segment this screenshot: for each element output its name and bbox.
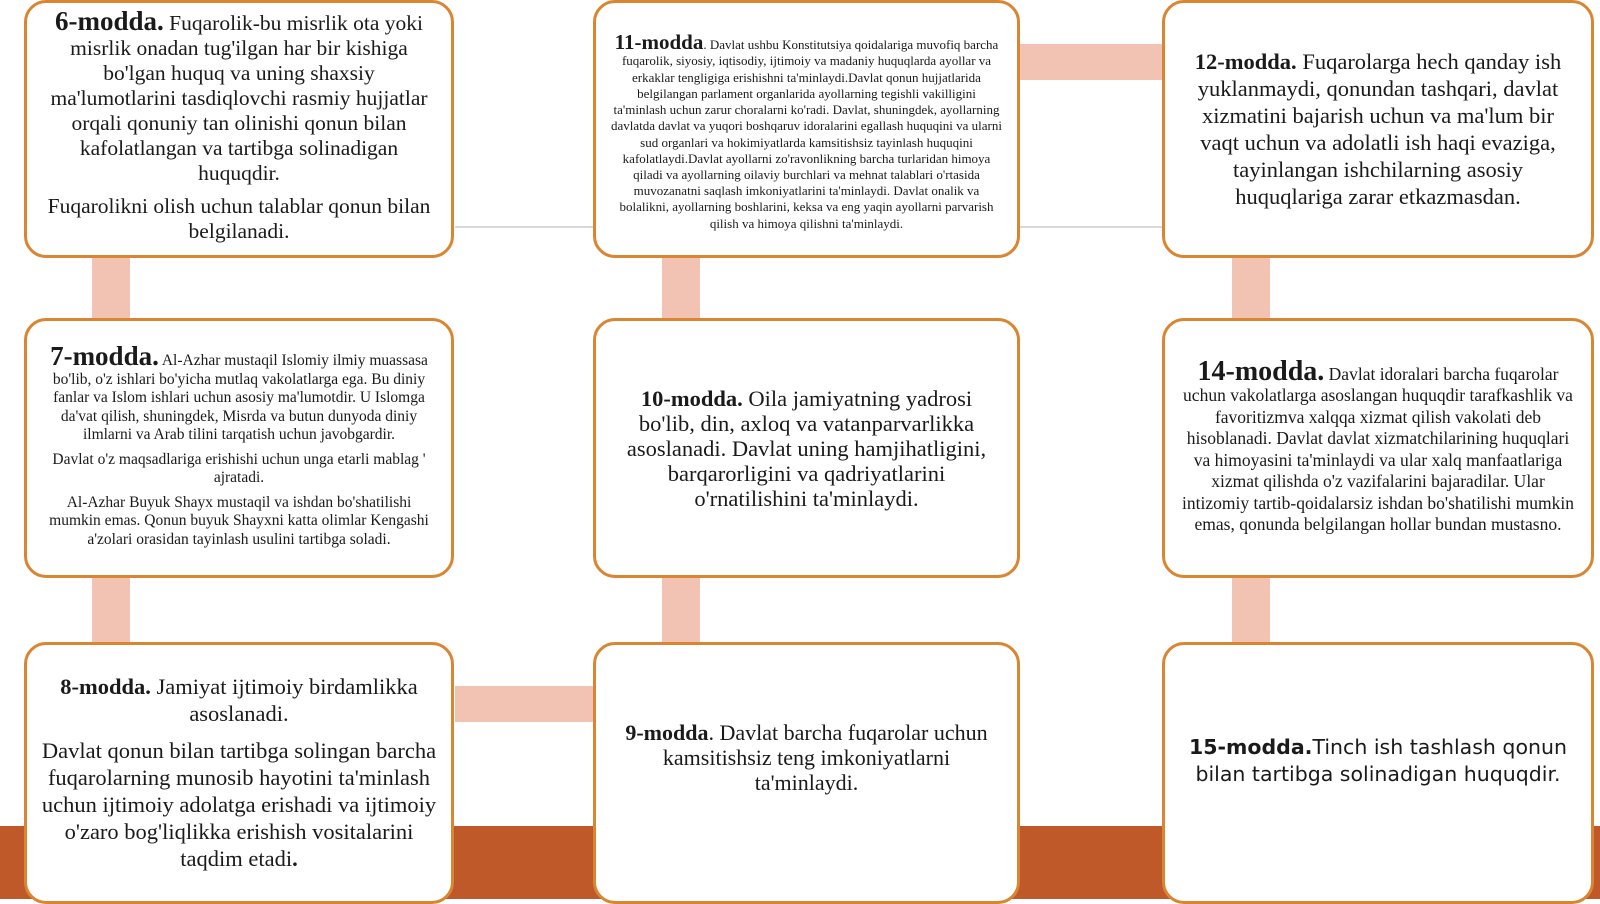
article-15-text: Tinch ish tashlash qonun bilan tartibga solinadigan huquqdir.: [1195, 735, 1567, 786]
connector-10-11: [662, 258, 700, 318]
connector-7-8: [92, 578, 130, 642]
article-8-text-2: Davlat qonun bilan tartibga solingan barcha fuqarolarning munosib hayotini ta'minlash uchun ijtimoiy adolatga erishadi va ijtimoiy o'zaro bog'liqlikka erishish vositalarini taqdim etadi: [41, 738, 437, 871]
article-8-paragraph-2: [41, 737, 437, 872]
article-10-title: 10-modda.: [640, 385, 743, 411]
article-12-card: [1162, 0, 1594, 258]
article-15-card: [1162, 642, 1594, 904]
article-8-text-2-end: .: [292, 846, 298, 871]
article-12-paragraph: [1181, 48, 1575, 210]
article-7-card: [24, 318, 454, 578]
article-8-title: 8-modda.: [60, 674, 151, 699]
connector-6-7: [92, 258, 130, 318]
article-6-title: 6-modda.: [55, 5, 164, 36]
thin-line-6-11: [455, 226, 595, 228]
article-9-paragraph: [618, 720, 995, 795]
article-9-text: . Davlat barcha fuqarolar uchun kamsitishsiz teng imkoniyatlarni ta'minlaydi.: [662, 719, 988, 795]
article-15-title: 15-modda.: [1189, 735, 1313, 759]
article-11-title: 11-modda: [614, 30, 704, 55]
article-6-paragraph: [41, 5, 437, 186]
article-11-text: . Davlat ushbu Konstitutsiya qoidalariga muvofiq barcha fuqarolik, siyosiy, iqtisodiy, ijtimoiy va madaniy huquqlarda ayollar va erkaklar tengligiga erishishni ta'minlaydi.Davlat qonun hujjatlarida belgilangan parlament organlarida ayollarning tegishli vakilligini ta'minlash uchun zarur choralarni ko'radi. Davlat, shuningdek, ayollarning davlatda davlat va yuqori boshqaruv idoralarini egallash huquqini va ularni sud organlari va hokimiyatlarda kamsitishsiz tayinlash huquqini kafolatlaydi.Davlat ayollarni zo'ravonlikning barcha turlaridan himoya qiladi va ayollarning oilaviy burchlari va mehnat talablari o'rtasida muvozanatni saqlash imkoniyatlarini ta'minlaydi. Davlat onalik va bolalikni, ayollarning boshlarini, keksa va eng yaqin ayollarni parvarish qilish va himoya qilishni ta'minlaydi.: [611, 37, 1002, 231]
article-10-card: [593, 318, 1020, 578]
article-11-paragraph: [610, 30, 1003, 231]
article-6-text: Fuqarolik-bu misrlik ota yoki misrlik onadan tug'ilgan har bir kishiga bo'lgan huquq va uning shaxsiy ma'lumotlarini tasdiqlovchi rasmiy hujjatlar orqali qonuniy tan olinishi qonun bilan kafolatlangan va tartibga solinadigan huquqdir.: [50, 10, 428, 185]
article-14-text: Davlat idoralari barcha fuqarolar uchun vakolatlarga asoslangan huquqdir tarafkashlik va favoritizmva xalqqa xizmat qilish vakolati deb hisoblanadi. Davlat davlat xizmatchilarining huquqlari va himoyasini ta'minlaydi va ular xalq manfaatlariga xizmat qilishda o'z vazifalarini bajaradilar. Ular intizomiy tartib-qoidalarsiz ishdan bo'shatilishi mumkin emas, qonunda belgilangan hollar bundan mustasno.: [1182, 363, 1574, 534]
article-7-text: Al-Azhar mustaqil Islomiy ilmiy muassasa bo'lib, o'z ishlari bo'yicha mutlaq vakolatlarga ega. Bu diniy fanlar va Islom ishlari uchun asosiy ma'lumotdir. U Islomga da'vat qilish, shuningdek, Misrda va butun dunyoda diniy ilmlarni va Arab tilini tarqatish uchun javobgardir.: [52, 352, 428, 443]
article-12-title: 12-modda.: [1194, 49, 1297, 74]
article-7-text-3: Al-Azhar Buyuk Shayx mustaqil va ishdan bo'shatilishi mumkin emas. Qonun buyuk Shayxni katta olimlar Kengashi a'zolari orasidan tayinlash usulini tartibga soladi.: [49, 493, 429, 548]
article-14-paragraph: [1181, 355, 1575, 536]
article-7-paragraph: [43, 341, 435, 445]
article-14-card: [1162, 318, 1594, 578]
article-9-title: 9-modda: [625, 719, 709, 745]
article-7-title: 7-modda.: [50, 341, 159, 371]
article-8-text: Jamiyat ijtimoiy birdamlikka asoslanadi.: [150, 674, 418, 726]
thin-line-11-12: [1020, 226, 1162, 228]
article-12-text: Fuqarolarga hech qanday ish yuklanmaydi, qonundan tashqari, davlat xizmatini bajarish uchun va ma'lum bir vaqt uchun va adolatli ish haqi evaziga, tayinlangan ishchilarning asosiy huquqlariga zarar etkazmasdan.: [1197, 49, 1562, 209]
article-9-card: [593, 642, 1020, 904]
connector-14-15: [1232, 578, 1270, 642]
article-10-text: Oila jamiyatning yadrosi bo'lib, din, axloq va vatanparvarlikka asoslanadi. Davlat uning hamjihatligini, barqarorligini va qadriyatlarini o'rnatilishini ta'minlaydi.: [626, 385, 987, 511]
article-6-text-2: Fuqarolikni olish uchun talablar qonun bilan belgilanadi.: [47, 193, 431, 243]
connector-8-9: [455, 686, 593, 722]
article-8-paragraph: [41, 673, 437, 727]
article-10-paragraph: [618, 386, 995, 511]
article-11-card: [593, 0, 1020, 258]
article-15-paragraph: [1189, 734, 1567, 788]
connector-11-12: [1020, 44, 1162, 80]
article-7-text-2: Davlat o'z maqsadlariga erishishi uchun unga etarli mablag ' ajratadi.: [52, 450, 426, 486]
article-14-title: 14-modda.: [1197, 355, 1325, 387]
connector-9-10: [662, 578, 700, 642]
article-6-card: [24, 0, 454, 258]
article-8-card: [24, 642, 454, 904]
connector-12-14: [1232, 258, 1270, 318]
